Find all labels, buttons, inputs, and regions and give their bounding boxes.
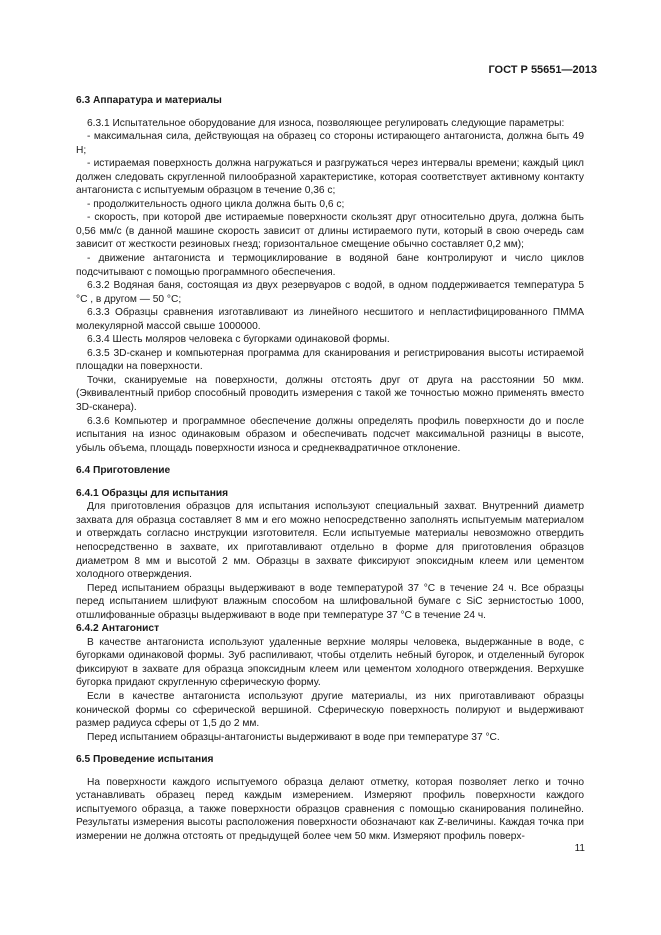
paragraph: На поверхности каждого испытуемого образца делают отметку, которая позволяет легко и точно устанавливать образец перед каждым измерением. Измеряют профиль поверхности каждого испытуемого образца, а также поверхности образцов сравнения с помощью сканирования полинейно. Результаты измерения высоты расположения поверхности обозначают как Z-величины. Каждая точка при измерении не должна отстоять от предыдущей более чем 50 мкм. Измеряют профиль поверх-	[76, 776, 584, 842]
paragraph: Для приготовления образцов для испытания используют специальный захват. Внутренний диаметр захвата для образца составляет 8 мм и его можно непосредственно заполнять испытуемым материалом и отверждать согласно инструкции изготовителя. Если испытуемые материалы невозможно отвердить непосредственно в захвате, их приготавливают отдельно в форме для приготовления образцов диаметром 8 мм и высотой 2 мм. Образцы в захвате фиксируют эпоксидным клеем или цементом холодного отверждения.	[76, 501, 584, 581]
paragraph: Перед испытанием образцы выдерживают в воде температурой 37 °С в течение 24 ч. Все образцы перед испытанием шлифуют влажным способом на шлифовальной бумаге с SiC зернистостью 1000, отшлифованные образцы выдерживают в воде при температуре 37 °С в течение 24 ч.	[76, 582, 584, 621]
document-body	[76, 94, 584, 843]
paragraph: 6.3.5 3D-сканер и компьютерная программа для сканирования и регистрирования высоты истираемой площадки на поверхности.	[76, 347, 584, 373]
list-item: - максимальная сила, действующая на образец со стороны истирающего антагониста, должна быть 49 Н;	[76, 131, 584, 156]
section-title: 6.4 Приготовление	[76, 465, 171, 477]
section-title: 6.3 Аппаратура и материалы	[76, 95, 222, 106]
subsection-title: 6.4.1 Образцы для испытания	[76, 487, 229, 499]
subsection-title: 6.4.2 Антагонист	[76, 623, 160, 635]
paragraph: Перед испытанием образцы-антагонисты выдерживают в воде при температуре 37 °С.	[87, 731, 500, 743]
paragraph: 6.3.1 Испытательное оборудование для износа, позволяющее регулировать следующие параметры:	[87, 117, 565, 129]
list-item: - скорость, при которой две истираемые поверхности скользят друг относительно друга, должна быть 0,56 мм/с (в данной машине скорость зависит от длины истираемого пути, который в свою очередь сам зависит от жесткости резиновых гнезд; горизонтальное смещение обычно составляет 0,2 мм);	[76, 212, 584, 251]
paragraph: 6.3.3 Образцы сравнения изготавливают из линейного несшитого и непластифицированного ПММА молекулярной массой свыше 1000000.	[76, 307, 584, 332]
paragraph: 6.3.2 Водяная баня, состоящая из двух резервуаров с водой, в одном поддерживается температура 5 °С , в другом — 50 °С;	[76, 280, 584, 305]
section-title: 6.5 Проведение испытания	[76, 754, 214, 766]
list-item: - истираемая поверхность должна нагружаться и разгружаться через интервалы времени; каждый цикл должен следовать скругленной пилообразной характеристике, которая соответствует активному контакту антагониста с испытуемым образцом в течение 0,36 с;	[76, 158, 584, 197]
list-item: - движение антагониста и термоциклирование в водяной бане контролируют и число циклов подсчитывают с помощью программного обеспечения.	[76, 253, 584, 278]
list-item: - продолжительность одного цикла должна быть 0,6 с;	[87, 198, 345, 210]
paragraph: 6.3.6 Компьютер и программное обеспечение должны определять профиль поверхности до и после испытания на износ одинаковым образом и обеспечивать подсчет максимальной разницы в высоте, убыль объема, площадь поверхности износа и среднеквадратичное отклонение.	[76, 415, 584, 454]
document-header: ГОСТ Р 55651—2013	[488, 64, 597, 76]
paragraph: 6.3.4 Шесть моляров человека с бугорками одинаковой формы.	[87, 334, 390, 346]
paragraph: Точки, сканируемые на поверхности, должны отстоять друг от друга на расстоянии 50 мкм. (Эквивалентный прибор способный проводить измерения с такой же точностью можно применять вместо 3D-сканера).	[76, 374, 584, 414]
paragraph: В качестве антагониста используют удаленные верхние моляры человека, выдержанные в воде, с бугорками одинаковой формы. Зуб распиливают, чтобы отделить небный бугорок, и отделенный бугорок фиксируют в захвате для образца эпоксидным клеем или цементом холодного отверждения. Верхушке бугорка придают скругленную сферическую форму.	[76, 636, 584, 689]
page-number: 11	[574, 843, 585, 854]
paragraph: Если в качестве антагониста используют другие материалы, из них приготавливают образцы конической формы со сферической вершиной. Сферическую поверхность полируют и выдерживают размер радиуса сферы от 1,5 до 2 мм.	[76, 690, 584, 730]
